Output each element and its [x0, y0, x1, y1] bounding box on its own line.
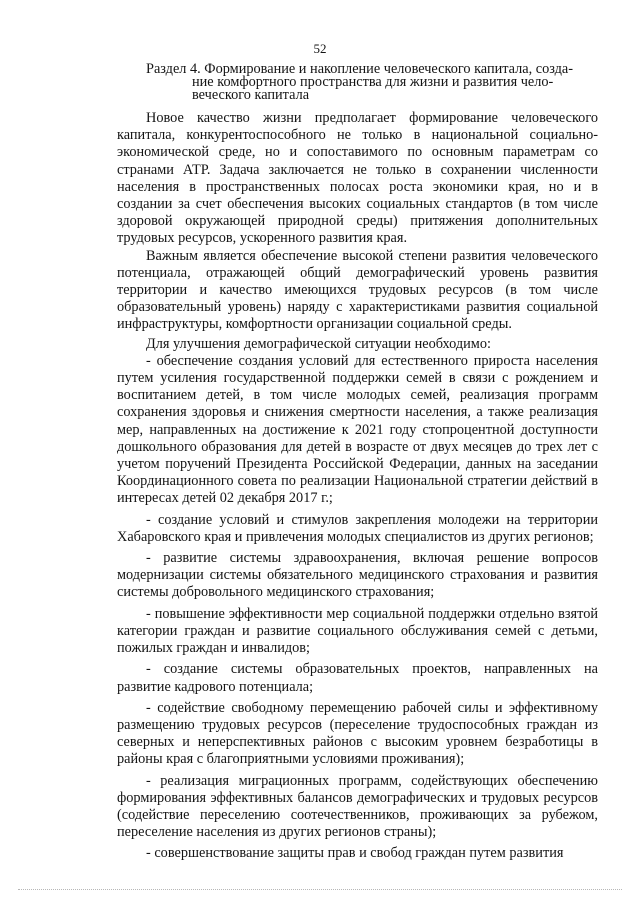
- paragraph: Важным является обеспечение высокой степени развития человеческого потенциала, отражающей общий демографический уровень развития территории и качество имеющихся трудовых ресурсов (в том числе образовательный уровень) наряду с характеристиками развития социальной инфраструктуры, комфортности организации социальной среды.: [117, 247, 598, 333]
- section-heading-line: ние комфортного пространства для жизни и развития чело-: [192, 74, 554, 90]
- list-item: - реализация миграционных программ, содействующих обеспечению формирования эффективных балансов демографических и трудовых ресурсов (содействие переселению соотечественников, проживающих за рубежом, переселение населения из других регионов страны);: [117, 772, 598, 841]
- section-heading-line: Раздел 4. Формирование и накопление человеческого капитала, созда-: [146, 61, 574, 77]
- scan-artifact-line: [18, 889, 622, 891]
- list-item: - совершенствование защиты прав и свобод граждан путем развития: [146, 845, 564, 862]
- list-item: - обеспечение создания условий для естественного прироста населения путем усиления государственной поддержки семей в связи с рождением и воспитанием детей, в том числе молодых семей, реализация программ сохранения здоровья и снижения смертности населения, а также реализация мер, направленных на достижение к 2021 году стопроцентной доступности дошкольного образования для детей в возрасте от двух месяцев до трех лет с учетом поручений Президента Российской Федерации, данных на заседании Координационного совета по реализации Национальной стратегии действий в интересах детей 02 декабря 2017 г.;: [117, 352, 598, 507]
- list-item: - создание системы образовательных проектов, направленных на развитие кадрового потенциала;: [117, 661, 598, 695]
- section-heading: [146, 63, 596, 102]
- list-item: - содействие свободному перемещению рабочей силы и эффективному размещению трудовых ресурсов (переселение трудоспособных граждан из северных и неперспективных районов с высоким уровнем безработицы в районы края с благоприятными условиями проживания);: [117, 699, 598, 768]
- paragraph: Новое качество жизни предполагает формирование человеческого капитала, конкурентоспособного не только в национальной социально-экономической среде, но и сопоставимого по основным параметрам со странами АТР. Задача заключается не только в сохранении численности населения в пространственных полосах роста экономики края, но и в создании за счет обеспечения высоких социальных стандартов (в том числе здоровой окружающей природной среды) притяжения дополнительных трудовых ресурсов, ускоренного развития края.: [117, 110, 598, 247]
- paragraph: Для улучшения демографической ситуации необходимо:: [146, 335, 491, 352]
- section-heading-line: веческого капитала: [192, 87, 310, 103]
- page-number: 52: [313, 41, 327, 56]
- document-body: [117, 110, 598, 863]
- list-item: - повышение эффективности мер социальной поддержки отдельно взятой категории граждан и развитие социального обслуживания семей с детьми, пожилых граждан и инвалидов;: [117, 605, 598, 657]
- list-item: - развитие системы здравоохранения, включая решение вопросов модернизации системы обязательного медицинского страхования и развития системы добровольного медицинского страхования;: [117, 550, 598, 601]
- list-item: - создание условий и стимулов закрепления молодежи на территории Хабаровского края и привлечения молодых специалистов из других регионов;: [117, 511, 598, 545]
